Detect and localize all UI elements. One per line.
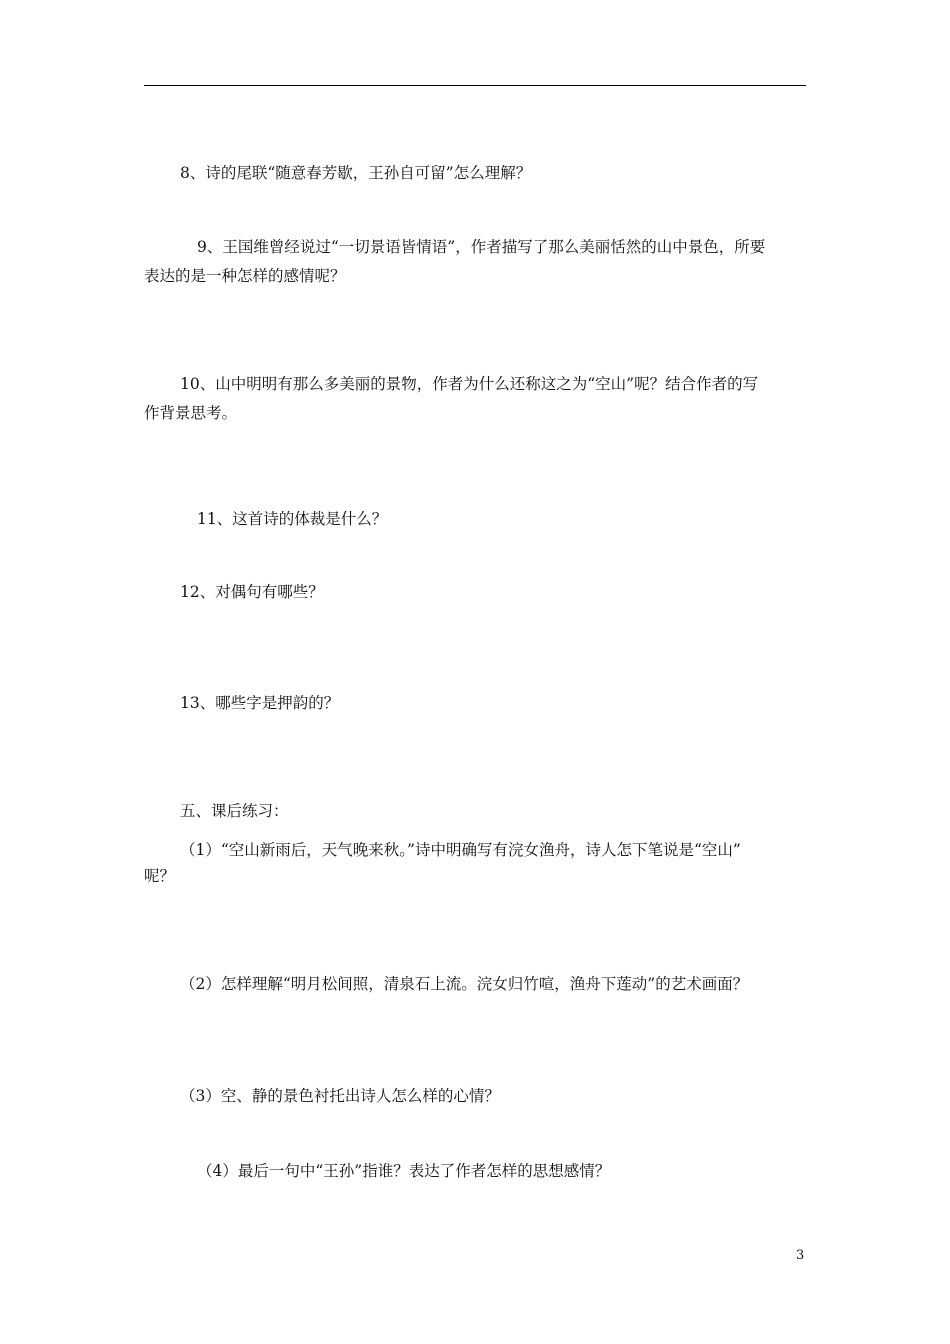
exercise-4: （4）最后一句中“王孙”指谁？表达了作者怎样的思想感情？	[197, 1162, 611, 1180]
page-number: 3	[796, 1248, 805, 1263]
question-10-line-1: 10、山中明明有那么多美丽的景物，作者为什么还称这之为“空山”呢？结合作者的写	[180, 375, 759, 393]
header-rule	[144, 85, 806, 86]
exercise-1-line-2: 呢？	[144, 867, 176, 885]
exercise-1-line-1: （1）“空山新雨后，天气晚来秋。”诗中明确写有浣女渔舟，诗人怎下笔说是“空山”	[180, 841, 741, 859]
question-10-line-2: 作背景思考。	[144, 404, 238, 422]
exercise-2: （2）怎样理解“明月松间照，清泉石上流。浣女归竹喧，渔舟下莲动”的艺术画面？	[180, 975, 749, 993]
question-8: 8、诗的尾联“随意春芳歇，王孙自可留”怎么理解？	[180, 164, 532, 182]
exercise-3: （3）空、静的景色衬托出诗人怎么样的心情？	[180, 1087, 500, 1105]
exercises-heading: 五、课后练习：	[180, 802, 289, 820]
question-9-line-2: 表达的是一种怎样的感情呢？	[144, 267, 346, 285]
question-12: 12、对偶句有哪些？	[180, 583, 324, 601]
question-11: 11、这首诗的体裁是什么？	[197, 510, 388, 528]
question-13: 13、哪些字是押韵的？	[180, 694, 340, 712]
question-9-line-1: 9、王国维曾经说过“一切景语皆情语”，作者描写了那么美丽恬然的山中景色，所要	[197, 238, 766, 256]
